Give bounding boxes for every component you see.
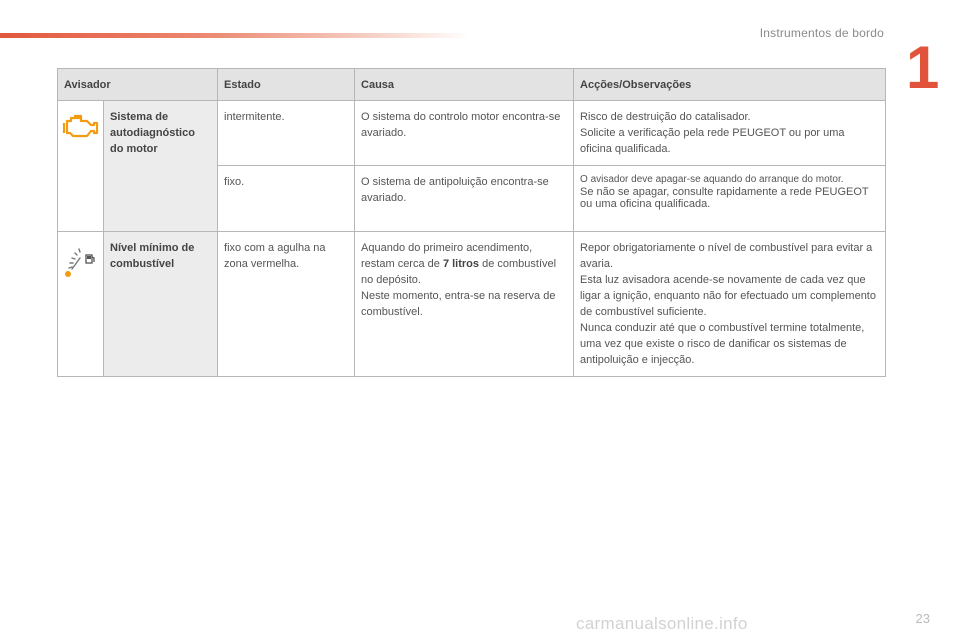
fuel-gauge-icon	[58, 238, 102, 278]
column-header-estado: Estado	[218, 69, 355, 101]
cell-accoes	[574, 166, 886, 232]
cell-estado: fixo.	[218, 166, 355, 232]
cell-estado: fixo com a agulha na zona vermelha.	[218, 232, 355, 377]
warning-name: Sistema de autodiagnóstico do motor	[104, 101, 218, 232]
table-row	[58, 101, 886, 166]
header-accent-bar	[0, 33, 470, 38]
causa-text-before: Aquando do primeiro acendimento, restam cerca de	[361, 242, 533, 270]
icon-cell	[58, 232, 104, 377]
icon-cell	[58, 101, 104, 232]
causa-bold-value: 7 litros	[442, 258, 480, 270]
column-header-avisador: Avisador	[58, 69, 218, 101]
chapter-number: 1	[906, 34, 940, 101]
table-header-row	[58, 69, 886, 101]
cell-causa	[355, 232, 574, 377]
accoes-first-line: O avisador deve apagar-se aquando do arranque do motor.	[580, 174, 844, 185]
accoes-rest: Se não se apagar, consulte rapidamente a rede PEUGEOT ou uma oficina qualificada.	[580, 186, 869, 210]
cell-causa: O sistema do controlo motor encontra-se avariado.	[355, 101, 574, 166]
section-title: Instrumentos de bordo	[759, 26, 884, 40]
cell-estado: intermitente.	[218, 101, 355, 166]
page-number: 23	[915, 611, 930, 626]
watermark-text: carmanualsonline.info	[576, 614, 748, 633]
column-header-accoes: Acções/Observações	[574, 69, 886, 101]
causa-text-after: de combustível no depósito. Neste momento, entra-se na reserva de combustível.	[361, 258, 557, 318]
warning-name: Nível mínimo de combustível	[104, 232, 218, 377]
cell-accoes: Repor obrigatoriamente o nível de combustível para evitar a avaria. Esta luz avisadora acende-se novamente de cada vez que ligar a ignição, enquanto não for efectuado um complemento de combustível suficiente. Nunca conduzir até que o combustível termine totalmente, uma vez que existe o risco de danificar os sistemas de antipoluição e injecção.	[574, 232, 886, 377]
table-row	[58, 232, 886, 377]
warning-lights-table	[57, 68, 886, 377]
engine-check-icon	[58, 107, 102, 147]
column-header-causa: Causa	[355, 69, 574, 101]
cell-causa: O sistema de antipoluição encontra-se avariado.	[355, 166, 574, 232]
cell-accoes: Risco de destruição do catalisador. Solicite a verificação pela rede PEUGEOT ou por uma oficina qualificada.	[574, 101, 886, 166]
